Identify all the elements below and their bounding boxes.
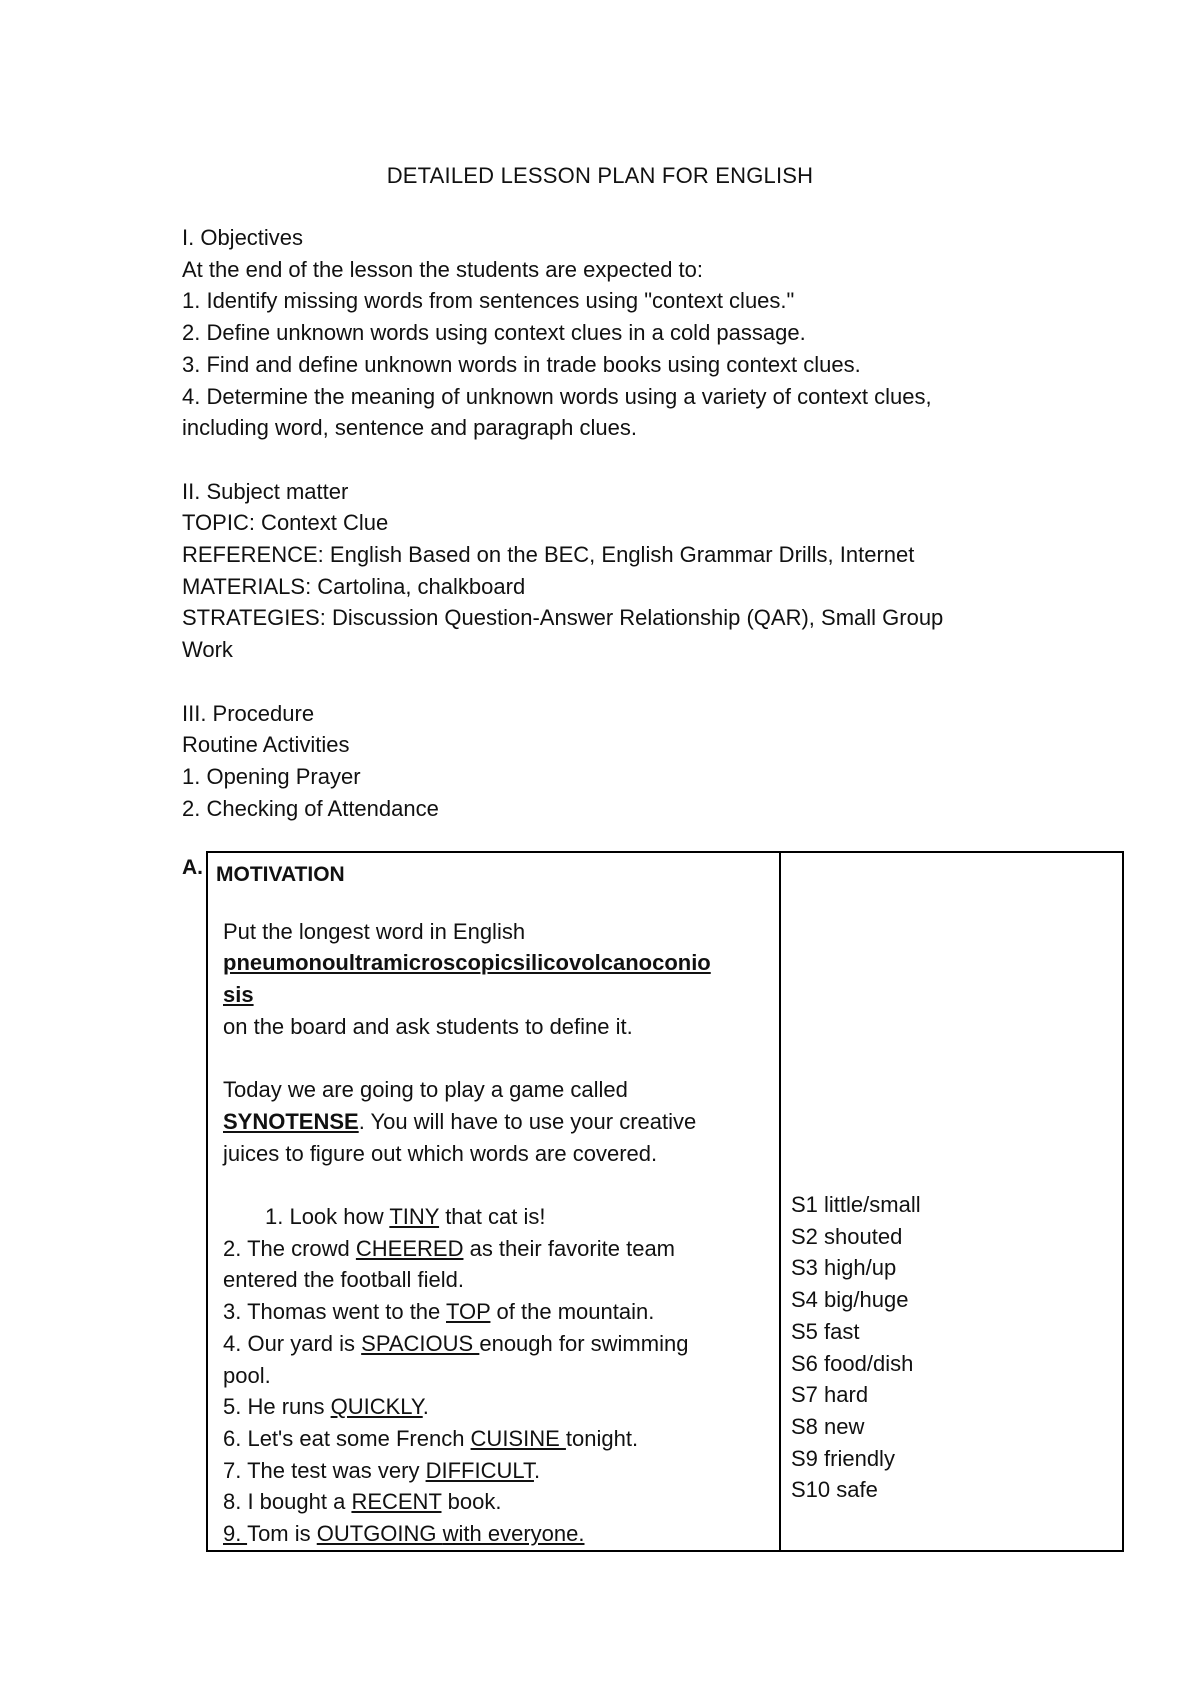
- routine-heading: Routine Activities: [182, 732, 350, 758]
- answer-item: S10 safe: [791, 1477, 878, 1503]
- game-line: SYNOTENSE. You will have to use your creative: [223, 1108, 697, 1134]
- game-name: SYNOTENSE: [223, 1108, 359, 1134]
- sentence-item: 7. The test was very DIFFICULT.: [223, 1457, 541, 1483]
- answer-item: S3 high/up: [791, 1255, 897, 1281]
- objective-item: including word, sentence and paragraph clues.: [182, 415, 637, 441]
- answer-item: S8 new: [791, 1413, 865, 1439]
- game-intro: Today we are going to play a game called: [223, 1077, 628, 1103]
- topic-line: TOPIC: Context Clue: [182, 510, 389, 536]
- subject-matter-heading: II. Subject matter: [182, 478, 349, 504]
- longest-word-end: sis: [223, 982, 254, 1008]
- strategies-line: STRATEGIES: Discussion Question-Answer Relationship (QAR), Small Group: [182, 605, 944, 631]
- strategies-line-cont: Work: [182, 637, 233, 663]
- reference-line: REFERENCE: English Based on the BEC, English Grammar Drills, Internet: [182, 542, 915, 568]
- answer-item: S2 shouted: [791, 1223, 903, 1249]
- sentence-item: 8. I bought a RECENT book.: [223, 1489, 502, 1515]
- teacher-activity-cell: [207, 852, 780, 1551]
- motivation-text: on the board and ask students to define it.: [223, 1013, 633, 1039]
- objectives-heading: I. Objectives: [182, 225, 304, 250]
- sentence-item: 5. He runs QUICKLY.: [223, 1394, 429, 1420]
- procedure-heading: III. Procedure: [182, 700, 315, 726]
- answer-item: S9 friendly: [791, 1445, 895, 1471]
- objective-item: 2. Define unknown words using context clues in a cold passage.: [182, 320, 806, 346]
- sentence-item: 2. The crowd CHEERED as their favorite team: [223, 1235, 676, 1261]
- sentence-item: 4. Our yard is SPACIOUS enough for swimming: [223, 1330, 689, 1356]
- procedure-item: 1. Opening Prayer: [182, 763, 361, 789]
- sentence-item: 9. Tom is OUTGOING with everyone.: [223, 1521, 585, 1547]
- answer-item: S6 food/dish: [791, 1350, 914, 1376]
- motivation-text: Put the longest word in English: [223, 918, 526, 944]
- sentence-item: 6. Let's eat some French CUISINE tonight.: [223, 1425, 639, 1451]
- materials-line: MATERIALS: Cartolina, chalkboard: [182, 573, 526, 599]
- document-body: [182, 222, 1062, 824]
- answer-item: S1 little/small: [791, 1192, 921, 1217]
- sentence-item: 3. Thomas went to the TOP of the mountain.: [223, 1299, 655, 1325]
- motivation-table: [206, 851, 1124, 1552]
- longest-word: pneumonoultramicroscopicsilicovolcanoconio: [223, 950, 711, 976]
- student-answers-cell: [780, 852, 1123, 1551]
- objective-item: 3. Find and define unknown words in trade books using context clues.: [182, 351, 861, 377]
- procedure-item: 2. Checking of Attendance: [182, 795, 439, 821]
- answer-item: S7 hard: [791, 1382, 869, 1408]
- game-instructions: juices to figure out which words are covered.: [223, 1140, 658, 1166]
- sentence-item: 1. Look how TINY that cat is!: [265, 1204, 546, 1229]
- motivation-heading: MOTIVATION: [216, 863, 345, 886]
- sentence-item-cont: entered the football field.: [223, 1267, 464, 1293]
- section-letter: A.: [182, 856, 203, 879]
- objective-item: 4. Determine the meaning of unknown words using a variety of context clues,: [182, 383, 932, 409]
- answer-item: S5 fast: [791, 1318, 860, 1344]
- objectives-intro: At the end of the lesson the students are expected to:: [182, 256, 704, 282]
- objective-item: 1. Identify missing words from sentences using "context clues.": [182, 288, 795, 314]
- document-title: DETAILED LESSON PLAN FOR ENGLISH: [386, 163, 814, 188]
- sentence-item-cont: pool.: [223, 1362, 271, 1388]
- answer-item: S4 big/huge: [791, 1287, 909, 1313]
